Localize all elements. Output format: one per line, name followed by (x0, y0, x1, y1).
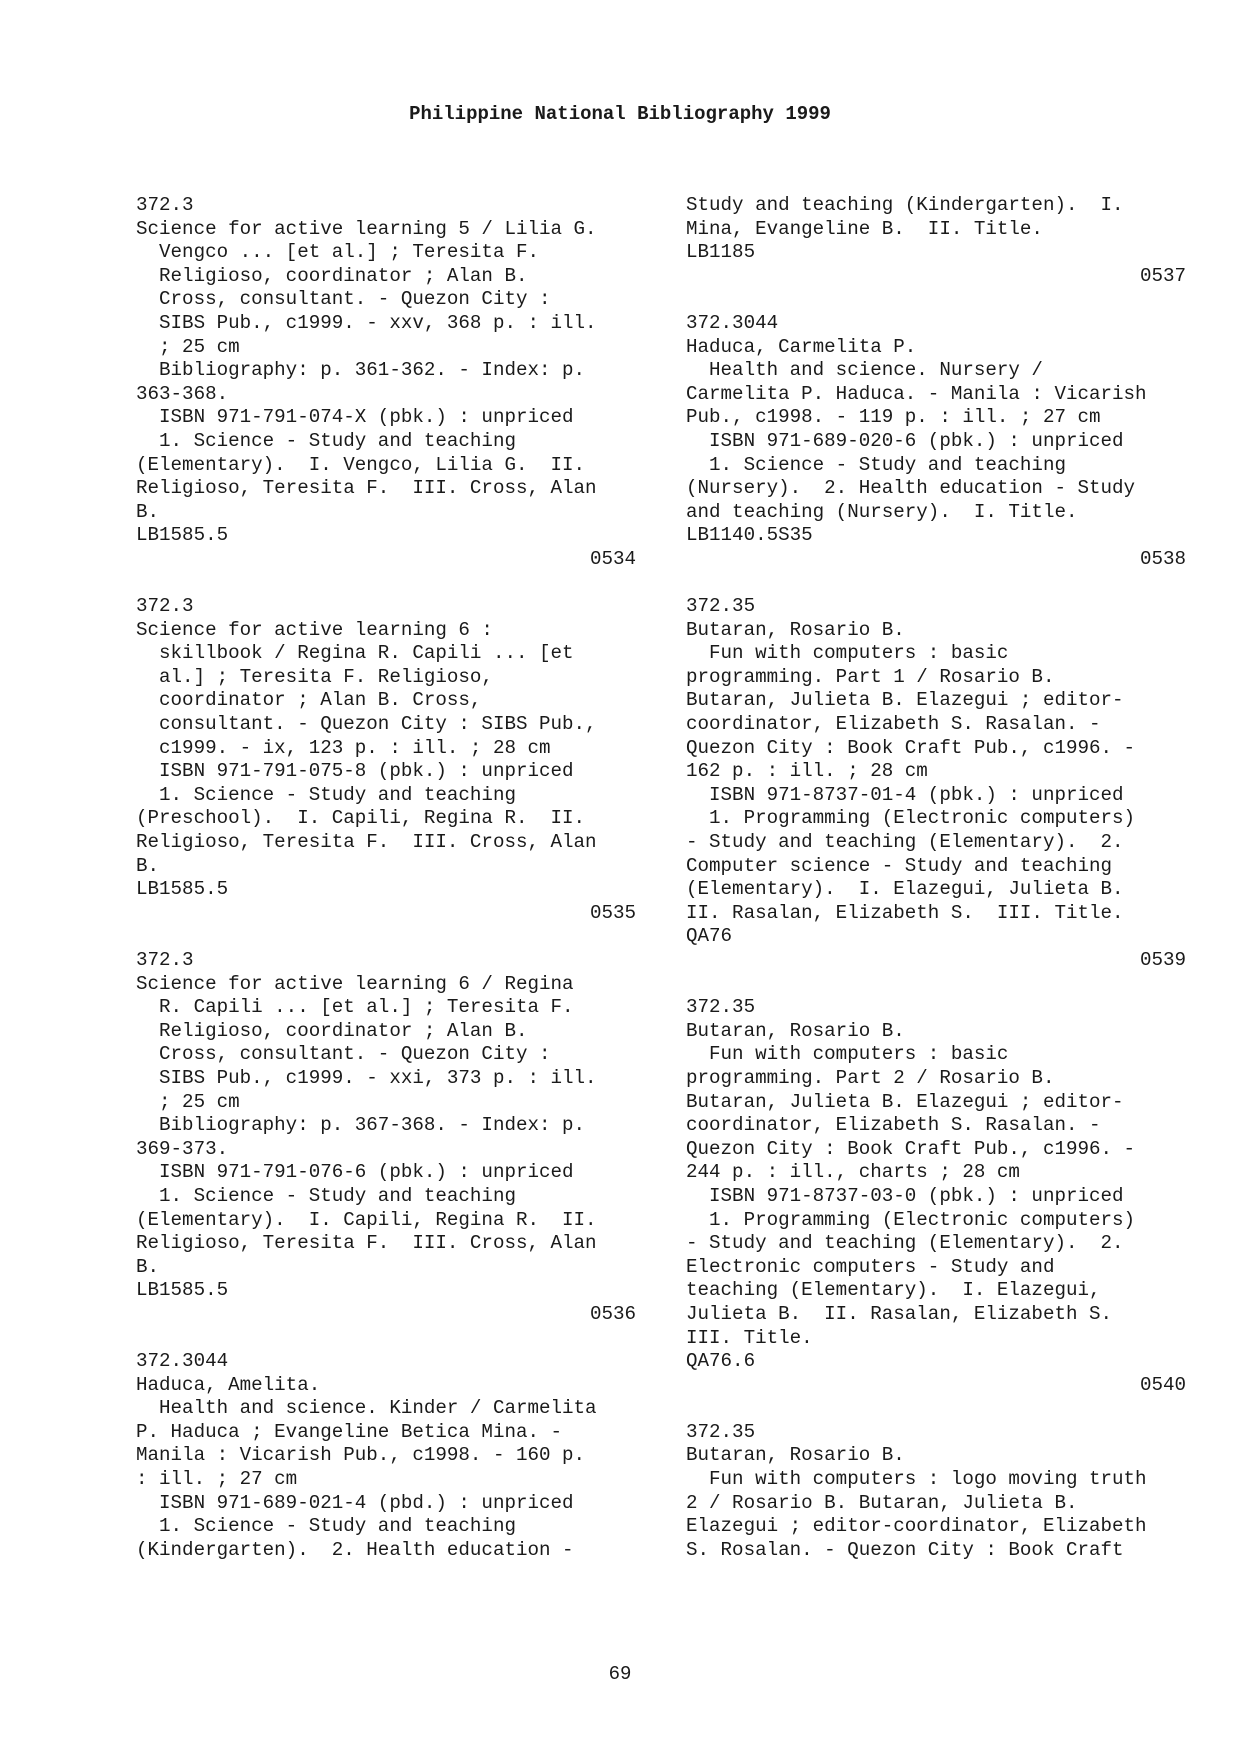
entry-line: 244 p. : ill., charts ; 28 cm (686, 1161, 1020, 1184)
entry-line: Pub., c1998. - 119 p. : ill. ; 27 cm (686, 406, 1101, 429)
entry-line: and teaching (Nursery). I. Title. (686, 500, 1078, 523)
entry-line: B. (136, 1255, 160, 1278)
entry-line: programming. Part 1 / Rosario B. (686, 665, 1055, 688)
entry-line: Science for active learning 6 / Regina (136, 972, 574, 995)
entry-line: 1. Science - Study and teaching (136, 783, 516, 806)
entry-line: SIBS Pub., c1999. - xxi, 373 p. : ill. (136, 1066, 597, 1089)
entry-line: LB1585.5 (136, 524, 229, 547)
entry-number: 0534 (589, 547, 636, 570)
entry-line: 1. Science - Study and teaching (686, 453, 1066, 476)
entry-line: ISBN 971-791-074-X (pbk.) : unpriced (136, 406, 574, 429)
bibliography-entry (686, 1421, 1186, 1563)
entry-line: 1. Science - Study and teaching (136, 1184, 516, 1207)
entry-line: teaching (Elementary). I. Elazegui, (686, 1279, 1101, 1302)
entry-line: Science for active learning 5 / Lilia G. (136, 217, 597, 240)
entry-line: Study and teaching (Kindergarten). I. (686, 194, 1124, 216)
entry-line: Butaran, Rosario B. (686, 1444, 905, 1467)
entry-line: LB1585.5 (136, 1279, 229, 1302)
entry-line: Haduca, Amelita. (136, 1373, 321, 1396)
bibliography-entry (686, 996, 1186, 1421)
entry-line: 372.3 (136, 194, 194, 216)
entry-line: 372.35 (686, 1420, 756, 1443)
entry-line: ISBN 971-8737-03-0 (pbk.) : unpriced (686, 1184, 1124, 1207)
entry-line: 2 / Rosario B. Butaran, Julieta B. (686, 1491, 1078, 1514)
entry-line: 162 p. : ill. ; 28 cm (686, 760, 928, 783)
entry-line: Haduca, Carmelita P. (686, 335, 917, 358)
entry-line: Butaran, Julieta B. Elazegui ; editor- (686, 689, 1124, 712)
entry-line: programming. Part 2 / Rosario B. (686, 1066, 1055, 1089)
entry-line: LB1585.5 (136, 878, 229, 901)
entry-line: (Nursery). 2. Health education - Study (686, 477, 1136, 500)
entry-number: 0539 (1139, 949, 1186, 971)
entry-line: Bibliography: p. 361-362. - Index: p. (136, 359, 586, 382)
bibliography-entry (136, 1350, 636, 1562)
entry-line: Religioso, coordinator ; Alan B. (136, 264, 528, 287)
entry-line: Religioso, Teresita F. III. Cross, Alan (136, 1232, 597, 1255)
entry-line: : ill. ; 27 cm (136, 1468, 298, 1491)
entry-line: Health and science. Kinder / Carmelita (136, 1397, 597, 1420)
entry-line: 363-368. (136, 382, 229, 405)
entry-line: P. Haduca ; Evangeline Betica Mina. - (136, 1420, 563, 1443)
entry-line: Quezon City : Book Craft Pub., c1996. - (686, 1137, 1136, 1160)
entry-line: Butaran, Rosario B. (686, 618, 905, 641)
entry-number: 0540 (1139, 1373, 1186, 1396)
entry-line: - Study and teaching (Elementary). 2. (686, 831, 1124, 854)
entry-line: Cross, consultant. - Quezon City : (136, 1043, 551, 1066)
entry-line: Science for active learning 6 : (136, 618, 493, 641)
entry-line: c1999. - ix, 123 p. : ill. ; 28 cm (136, 736, 551, 759)
entry-line: (Elementary). I. Vengco, Lilia G. II. (136, 453, 586, 476)
entry-line: ISBN 971-689-021-4 (pbd.) : unpriced (136, 1491, 574, 1514)
entry-line: ; 25 cm (136, 335, 240, 358)
entry-number: 0536 (589, 1302, 636, 1325)
entry-line: Butaran, Julieta B. Elazegui ; editor- (686, 1090, 1124, 1113)
bibliography-entry (136, 595, 636, 949)
entry-spacer (686, 288, 1186, 312)
entry-line: 369-373. (136, 1137, 229, 1160)
entry-line: Health and science. Nursery / (686, 359, 1043, 382)
bibliography-entry (686, 312, 1186, 595)
entry-line: Fun with computers : logo moving truth (686, 1468, 1147, 1491)
entry-line: 372.3 (136, 595, 194, 618)
entry-line: ISBN 971-791-075-8 (pbk.) : unpriced (136, 760, 574, 783)
entry-line: 1. Science - Study and teaching (136, 1515, 516, 1538)
entry-line: S. Rosalan. - Quezon City : Book Craft (686, 1538, 1124, 1561)
entry-line: 372.3 (136, 949, 194, 971)
entry-line: R. Capili ... [et al.] ; Teresita F. (136, 996, 574, 1019)
entry-line: Fun with computers : basic (686, 1043, 1009, 1066)
entry-line: Fun with computers : basic (686, 642, 1009, 665)
entry-spacer (136, 572, 636, 596)
entry-line: QA76.6 (686, 1350, 756, 1373)
entry-line: 372.3044 (136, 1350, 229, 1373)
entry-line: coordinator, Elizabeth S. Rasalan. - (686, 713, 1101, 736)
entry-number: 0535 (589, 901, 636, 924)
entry-line: Cross, consultant. - Quezon City : (136, 288, 551, 311)
entry-line: B. (136, 854, 160, 877)
entry-line: Julieta B. II. Rasalan, Elizabeth S. (686, 1302, 1113, 1325)
entry-number: 0538 (1139, 547, 1186, 570)
entry-line: - Study and teaching (Elementary). 2. (686, 1232, 1124, 1255)
bibliography-entry (136, 949, 636, 1350)
entry-number: 0537 (1139, 264, 1186, 287)
entry-line: 1. Programming (Electronic computers) (686, 807, 1136, 830)
entry-line: coordinator ; Alan B. Cross, (136, 689, 482, 712)
entry-line: ISBN 971-8737-01-4 (pbk.) : unpriced (686, 783, 1124, 806)
entry-line: coordinator, Elizabeth S. Rasalan. - (686, 1114, 1101, 1137)
bibliography-entry (136, 194, 636, 595)
entry-line: LB1185 (686, 241, 756, 264)
entry-spacer (136, 1327, 636, 1351)
left-column (136, 194, 636, 1562)
entry-spacer (136, 925, 636, 949)
page-number: 69 (608, 1663, 632, 1685)
entry-spacer (686, 572, 1186, 596)
bibliography-entry (686, 595, 1186, 996)
entry-line: (Kindergarten). 2. Health education - (136, 1538, 574, 1561)
entry-line: 372.35 (686, 595, 756, 618)
entry-line: Religioso, Teresita F. III. Cross, Alan (136, 477, 597, 500)
entry-line: B. (136, 500, 160, 523)
entry-line: Butaran, Rosario B. (686, 1019, 905, 1042)
entry-line: consultant. - Quezon City : SIBS Pub., (136, 713, 597, 736)
entry-line: 1. Science - Study and teaching (136, 429, 516, 452)
entry-line: Vengco ... [et al.] ; Teresita F. (136, 241, 540, 264)
entry-line: 372.3044 (686, 311, 779, 334)
entry-line: Manila : Vicarish Pub., c1998. - 160 p. (136, 1444, 586, 1467)
entry-line: 372.35 (686, 996, 756, 1019)
entry-line: SIBS Pub., c1999. - xxv, 368 p. : ill. (136, 311, 597, 334)
entry-line: (Elementary). I. Capili, Regina R. II. (136, 1208, 597, 1231)
entry-line: (Preschool). I. Capili, Regina R. II. (136, 807, 586, 830)
entry-line: QA76 (686, 925, 733, 948)
right-column (686, 194, 1186, 1562)
entry-spacer (686, 973, 1186, 997)
entry-line: al.] ; Teresita F. Religioso, (136, 665, 493, 688)
entry-line: ; 25 cm (136, 1090, 240, 1113)
entry-line: Carmelita P. Haduca. - Manila : Vicarish (686, 382, 1147, 405)
entry-line: Computer science - Study and teaching (686, 854, 1113, 877)
entry-line: III. Title. (686, 1326, 813, 1349)
entry-line: 1. Programming (Electronic computers) (686, 1208, 1136, 1231)
entry-line: ISBN 971-791-076-6 (pbk.) : unpriced (136, 1161, 574, 1184)
entry-line: Religioso, Teresita F. III. Cross, Alan (136, 831, 597, 854)
entry-line: Religioso, coordinator ; Alan B. (136, 1019, 528, 1042)
entry-line: II. Rasalan, Elizabeth S. III. Title. (686, 901, 1124, 924)
entry-line: Bibliography: p. 367-368. - Index: p. (136, 1114, 586, 1137)
entry-line: Electronic computers - Study and (686, 1255, 1055, 1278)
entry-line: skillbook / Regina R. Capili ... [et (136, 642, 574, 665)
entry-spacer (686, 1397, 1186, 1421)
page-header: Philippine National Bibliography 1999 (409, 103, 831, 125)
entry-line: ISBN 971-689-020-6 (pbk.) : unpriced (686, 429, 1124, 452)
entry-line: (Elementary). I. Elazegui, Julieta B. (686, 878, 1124, 901)
bibliography-entry (686, 194, 1186, 312)
entry-line: Quezon City : Book Craft Pub., c1996. - (686, 736, 1136, 759)
entry-line: Elazegui ; editor-coordinator, Elizabeth (686, 1515, 1147, 1538)
entry-line: Mina, Evangeline B. II. Title. (686, 217, 1043, 240)
entry-line: LB1140.5S35 (686, 524, 813, 547)
